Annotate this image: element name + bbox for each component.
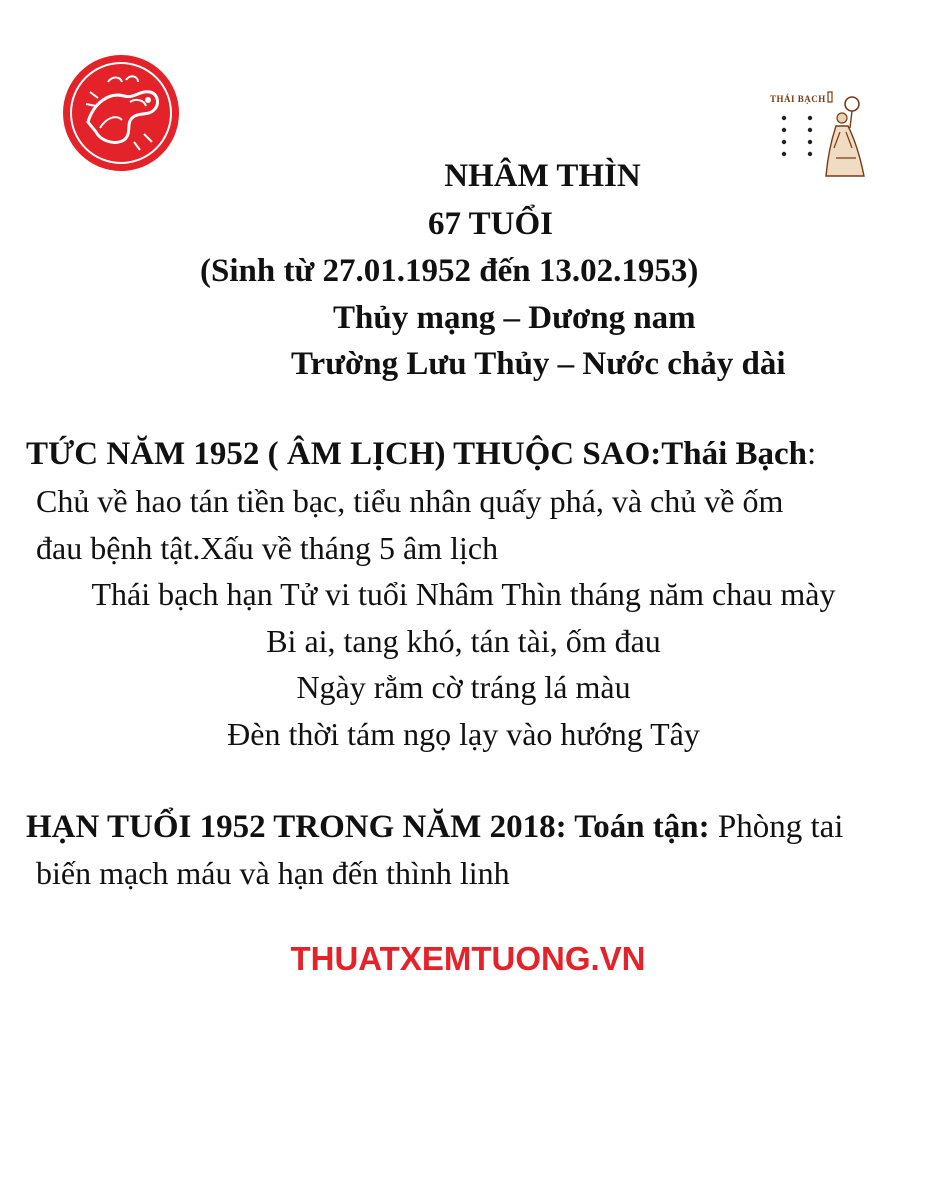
han-text-line-2: biến mạch máu và hạn đến thình linh (36, 855, 510, 891)
age-label: 67 TUỔI (428, 206, 554, 242)
verse-line-3: Ngày rằm cờ tráng lá màu (296, 669, 631, 705)
star-heading (26, 436, 816, 473)
dragon-seal-icon (60, 52, 182, 174)
birth-range: (Sinh từ 27.01.1952 đến 13.02.1953) (200, 253, 699, 289)
verse-line-4: Đèn thời tám ngọ lạy vào hướng Tây (227, 716, 700, 752)
star-name: Thái Bạch (661, 436, 808, 472)
han-text-line-1: Phòng tai (709, 809, 844, 845)
verse-line-1: Thái bạch hạn Tử vi tuổi Nhâm Thìn tháng năm chau mày (91, 576, 836, 612)
nap-am-line: Trường Lưu Thủy – Nước chảy dài (291, 346, 786, 382)
element-line: Thủy mạng – Dương nam (333, 300, 696, 336)
star-heading-suffix: : (807, 436, 817, 472)
star-description-line-2: đau bệnh tật.Xấu về tháng 5 âm lịch (36, 530, 499, 566)
verse-line-2: Bi ai, tang khó, tán tài, ốm đau (266, 623, 661, 659)
star-description-line-1: Chủ về hao tán tiền bạc, tiểu nhân quấy phá, và chủ về ốm (36, 483, 784, 519)
website-link[interactable]: THUATXEMTUONG.VN (290, 940, 646, 977)
star-heading-prefix: TỨC NĂM 1952 ( ÂM LỊCH) THUỘC SAO: (26, 436, 662, 472)
han-heading (26, 809, 843, 846)
zodiac-title: NHÂM THÌN (444, 158, 641, 194)
han-heading-label: HẠN TUỔI 1952 TRONG NĂM 2018: Toán tận: (26, 809, 710, 845)
emblem-label: THÁI BẠCH (770, 94, 826, 104)
